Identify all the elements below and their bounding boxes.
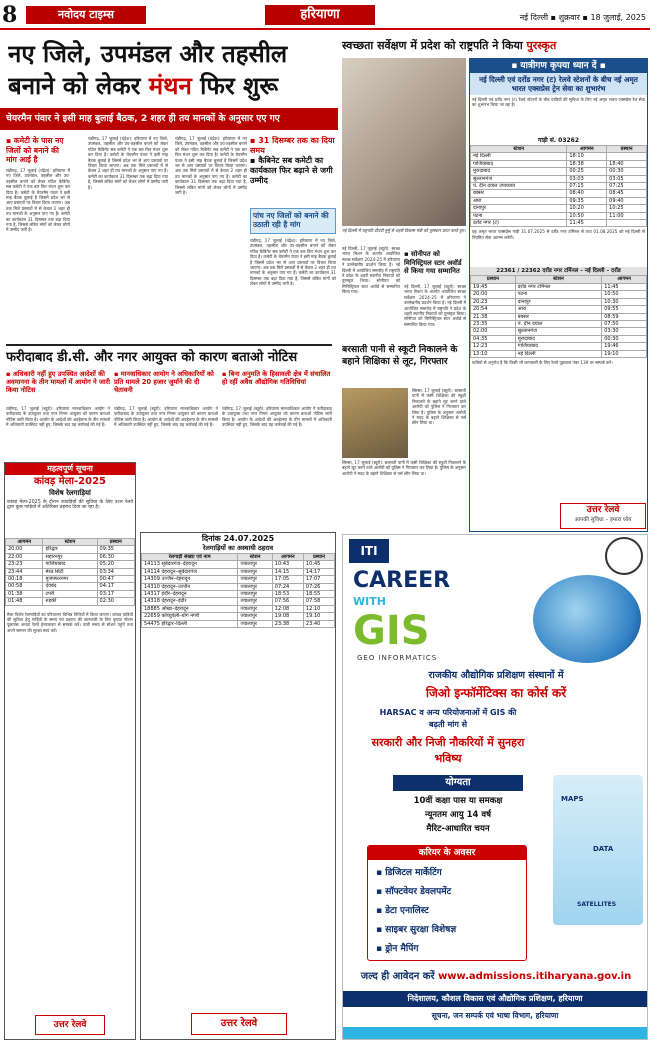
table-cell: 20:54 [471, 306, 516, 313]
rail-table1: स्टेशन आगमन प्रस्थान नई दिल्ली 18:10 गाजियाबाद 18:38 18:40 मुरादाबाद 00:25 00:30 सुल्तानगंज 03:03 03:05 पं. दीन दयाल उपाध्याय 07:15 07:25 बक्सर 08:40 08:45 आरा 09:35 09:40 दानापुर 10:20 10:25 पटना 10:50 11:00 दर्रोड नगर (ट) 11:45 [470, 145, 647, 227]
globe-icon [533, 575, 641, 663]
kanwar-notice: महत्वपूर्ण सूचना कांवड़ मेला-2025 विशेष रेलगाड़ियां कांवड़ मेला-2025 के दौरान कांवड़ियों की सुविधा के लिए उत्तर रेलवे द्वारा कुछ गाड़ियों में अतिरिक्त ठहराव दिया जा रहा है। आगमन स्टेशन प्रस्थान 20:00 हरिद्वार 09:35 22:00 सहारनपुर 06:30 23:23 गाजियाबाद 05:20 23:44 मेरठ सिटी 03:34 00:18 मुजफ्फरनगर 00:47 00:58 देवबंद 04:17 01:38 टपरी 03:17 01:48 रुड़की 02:30 मेला विशेष रेलगाड़ियों का परिचालन विभिन्न तिथियों में किया जाएगा। कांवड़ यात्रियों की सुविधा हेतु गाड़ियों के समय एवं ठहराव की जानकारी के लिए कृपया स्टेशन पूछताछ अथवा रेलवे हेल्पलाइन से सम्पर्क करें। यात्री समय से स्टेशन पहुंचें तथा अपने सामान की सुरक्षा स्वयं करें। उत्तर रेलवे [4, 462, 136, 1040]
table-cell: 14318 देहरादून–इंदौर [142, 598, 238, 605]
table-cell: 03:30 [602, 328, 647, 335]
table-header: प्रस्थान [303, 554, 334, 561]
table-cell [607, 153, 647, 160]
table-cell: सुल्तानगंज [515, 328, 601, 335]
table-row [471, 205, 647, 212]
dinank-footer-logo: उत्तर रेलवे [191, 1013, 287, 1035]
table-cell: टपरी [43, 590, 97, 597]
table-cell: 01:38 [6, 590, 43, 597]
table-row [471, 168, 647, 175]
table-cell: बक्सर [471, 190, 567, 197]
lead-body-col3: चंडीगढ़, 17 जुलाई (चंद्रेश): हरियाणा में नए जिले, उपमंडल, तहसील और उप-तहसील बनाने को लेकर गठित कैबिनेट सब कमेटी ने एक बार फिर मंथन शुरू कर दिया है। कमेटी के चेयरमैन पंवार ने इसी माह बैठक बुलाई है जिसमें प्रदेश भर से आए प्रस्तावों पर विचार किया जाएगा। अब तक मिले प्रस्तावों में से केवल 2 शहर ही तय मानकों के अनुसार पाए गए हैं। कमेटी का कार्यकाल 31 दिसम्बर तक बढ़ा दिया गया है, जिससे लंबित मांगों को लेकर लोगों में उम्मीद जगी है। [175, 136, 247, 196]
rail-title: नई दिल्ली एवं दर्रोड नगर (ट) रेलवे स्टेशनों के बीच नई अमृत भारत एक्सप्रेस ट्रेन सेवा का शुभारंभ [470, 73, 647, 95]
dateline: नई दिल्ली ▪ शुक्रवार ▪ 18 जुलाई, 2025 [519, 13, 646, 22]
table-cell: 00:30 [602, 335, 647, 342]
table-row [471, 298, 647, 305]
table-cell: 12:08 [272, 605, 303, 612]
table-cell: गाजियाबाद [471, 160, 567, 167]
barsaati-headline: बरसाती पानी से स्कूटी निकालने के बहाने शिक्षिका से लूट, गिरफ्तार [342, 344, 458, 367]
table-cell: पं. दीन दयाल उपाध्याय [471, 183, 567, 190]
table-row [471, 160, 647, 167]
table-cell: 20:00 [471, 291, 516, 298]
table-row [471, 313, 647, 320]
ad-dept2: सूचना, जन सम्पर्क एवं भाषा विभाग, हरियाणा [431, 1011, 559, 1020]
table-row [471, 175, 647, 182]
table-row [471, 291, 647, 298]
table-cell: 09:35 [567, 197, 607, 204]
table-cell: 54475 हरिद्वार–दिल्ली [142, 620, 238, 627]
table-row [471, 190, 647, 197]
table-cell: 18:38 [567, 160, 607, 167]
table-row [471, 183, 647, 190]
rail-table2: प्रस्थान स्टेशन आगमन 19:45 दर्रोड नगर टर्मिनल 11:45 20:00 पटना 10:50 20:23 दानापुर 10:30 20:54 आरा 09:55 21:38 बक्सर 08:59 23:35 पं. दीन दयाल 07:50 02:00 सुल्तानगंज 03:30 04:35 मुरादाबाद 00:30 12:23 गाजियाबाद 19:46 13:10 नई दिल्ली 19:10 [470, 275, 647, 357]
rail-table2-caption: 22361 / 22362 दर्रोड नगर टर्मिनल – नई दिल्ली – दर्रोड [470, 267, 647, 275]
swachh-body-col2: नई दिल्ली, 17 जुलाई (ब्यूरो): स्वच्छ भारत मिशन के अंतर्गत आयोजित स्वच्छ सर्वेक्षण 2024-25 में हरियाणा ने उल्लेखनीय प्रदर्शन किया है। नई दिल्ली में आयोजित समारोह में राष्ट्रपति ने प्रदेश के शहरी स्थानीय निकायों को पुरस्कृत किया। सोनीपत को मिनिस्ट्रियल स्टार अवॉर्ड से सम्मानित किया गया। [404, 284, 466, 327]
table-cell: 07:15 [567, 183, 607, 190]
table-cell: 19:10 [602, 350, 647, 357]
rail-banner: ▪ यात्रीगण कृपया ध्यान दें ▪ [470, 59, 647, 73]
lead-body-col4: चंडीगढ़, 17 जुलाई (चंद्रेश): हरियाणा में नए जिले, उपमंडल, तहसील और उप-तहसील बनाने को लेकर गठित कैबिनेट सब कमेटी ने एक बार फिर मंथन शुरू कर दिया है। कमेटी के चेयरमैन पंवार ने इसी माह बैठक बुलाई है जिसमें प्रदेश भर से आए प्रस्तावों पर विचार किया जाएगा। अब तक मिले प्रस्तावों में से केवल 2 शहर ही तय मानकों के अनुसार पाए गए हैं। कमेटी का कार्यकाल 31 दिसम्बर तक बढ़ा दिया गया है, जिससे लंबित मांगों को लेकर लोगों में उम्मीद जगी है। [250, 238, 336, 287]
table-row [471, 153, 647, 160]
table-cell: पटना [471, 212, 567, 219]
table-cell: 19:45 [471, 283, 516, 290]
table-cell: नई दिल्ली [471, 153, 567, 160]
table-cell: 10:50 [602, 291, 647, 298]
table-cell: 07:56 [272, 598, 303, 605]
table-cell: 10:25 [607, 205, 647, 212]
table-cell: 14309 उज्जैन–देहरादून [142, 576, 238, 583]
table-cell: 11:45 [567, 220, 607, 227]
table-row [142, 620, 335, 627]
table-cell: 23:23 [6, 561, 43, 568]
table-cell: ज्वालापुर [238, 613, 272, 620]
table-cell: 01:48 [6, 598, 43, 605]
table-cell: ज्वालापुर [238, 576, 272, 583]
table-cell: 03:34 [97, 568, 134, 575]
swachh-headline: स्वच्छता सर्वेक्षण में प्रदेश को राष्ट्रपति ने किया पुरस्कृत [342, 39, 557, 52]
table-cell [607, 220, 647, 227]
faridabad-kicker1: ▪ अधिकारी नहीं हुए उपस्थित आदेशों की अवमानना के तीन मामलों में आयोग ने जारी किया नोटिस [6, 370, 110, 395]
ad-line4: सरकारी और निजी नौकरियों में सुनहरा भविष्य [371, 736, 525, 765]
dinank-table [141, 553, 335, 628]
table-row [142, 605, 335, 612]
table-cell: 18:55 [303, 591, 334, 598]
emblem-icon [605, 537, 643, 575]
ad-eligibility-title: योग्यता [393, 775, 523, 791]
table-cell: 12:23 [471, 343, 516, 350]
table-cell: 17:07 [303, 576, 334, 583]
table-row [471, 197, 647, 204]
faridabad-headline: फरीदाबाद डी.सी. और नगर आयुक्त को कारण बताओ नोटिस [6, 350, 298, 365]
table-cell: मुरादाबाद [515, 335, 601, 342]
table-cell: 00:18 [6, 576, 43, 583]
faridabad-body-col3: चंडीगढ़, 17 जुलाई (ब्यूरो): हरियाणा मानवाधिकार आयोग ने फरीदाबाद के उपायुक्त तथा नगर निगम आयुक्त को कारण बताओ नोटिस जारी किया है। आयोग के आदेशों की अवहेलना के तीन मामलों में अधिकारी उपस्थित नहीं हुए, जिसके बाद यह कार्रवाई की गई है। [222, 406, 332, 428]
table-cell: दानापुर [515, 298, 601, 305]
masthead [0, 0, 650, 30]
table-cell: 22:00 [6, 553, 43, 560]
table-cell: 03:03 [567, 175, 607, 182]
ad-careers-list [368, 860, 526, 961]
table-cell: 07:58 [303, 598, 334, 605]
table-cell: 12:10 [303, 605, 334, 612]
table-cell: हरिद्वार [43, 546, 97, 553]
table-cell: 10:50 [567, 212, 607, 219]
table-cell: 18:10 [567, 153, 607, 160]
table-cell: ज्वालापुर [238, 591, 272, 598]
table-cell: 21:38 [471, 313, 516, 320]
list-item: ▪ डिजिटल मार्केटिंग [376, 868, 442, 878]
table-cell: ज्वालापुर [238, 568, 272, 575]
ad-line1: राजकीय औद्योगिक प्रशिक्षण संस्थानों में [428, 670, 564, 681]
table-cell: 10:20 [567, 205, 607, 212]
gis-advertisement [342, 534, 648, 1040]
table-row [471, 212, 647, 219]
table-cell: 09:40 [607, 197, 647, 204]
table-cell: मुरादाबाद [471, 168, 567, 175]
table-cell: 14310 देहरादून–उज्जैन [142, 583, 238, 590]
ad-age: न्यूनतम आयु 14 वर्ष [424, 810, 492, 820]
list-item: ▪ सॉफ्टवेयर डेवलपमेंट [376, 887, 452, 897]
section-label: हरियाणा [265, 5, 375, 25]
table-cell: 20:23 [471, 298, 516, 305]
table-row [6, 598, 135, 605]
table-cell: 14317 इंदौर–देहरादून [142, 591, 238, 598]
ad-footer-strip [343, 1027, 647, 1039]
rail-table1-caption: गाड़ी सं. 03262 [537, 137, 580, 144]
swachh-kicker: ▪ सोनीपत को मिनिस्ट्रियल स्टार अवॉर्ड से किया गया सम्मानित [404, 250, 462, 275]
ad-gis: GIS [353, 609, 430, 653]
ad-eligibility: 10वीं कक्षा पास या समकक्ष [413, 796, 503, 806]
table-cell: 07:50 [602, 320, 647, 327]
table-cell: 10:45 [303, 561, 334, 568]
kanwar-banner: महत्वपूर्ण सूचना [5, 463, 135, 475]
table-cell: 00:25 [567, 168, 607, 175]
table-cell: ज्वालापुर [238, 583, 272, 590]
table-cell: 19:10 [303, 613, 334, 620]
table-row [6, 568, 135, 575]
table-cell: 17:05 [272, 576, 303, 583]
faridabad-body-col1: चंडीगढ़, 17 जुलाई (ब्यूरो): हरियाणा मानवाधिकार आयोग ने फरीदाबाद के उपायुक्त तथा नगर निगम आयुक्त को कारण बताओ नोटिस जारी किया है। आयोग के आदेशों की अवहेलना के तीन मामलों में अधिकारी उपस्थित नहीं हुए, जिसके बाद यह कार्रवाई की गई है। [6, 406, 110, 428]
table-row [6, 583, 135, 590]
table-row [142, 598, 335, 605]
table-cell: दानापुर [471, 205, 567, 212]
table-cell: पं. दीन दयाल [515, 320, 601, 327]
table-cell: 00:30 [607, 168, 647, 175]
list-item: ▪ साइबर सुरक्षा विशेषज्ञ [376, 925, 457, 935]
ad-with: WITH [353, 595, 386, 608]
swachh-caption: नई दिल्ली में राष्ट्रपति द्रौपदी मुर्मू से शहरी विकास मंत्री को पुरस्कार प्राप्त करते हुए। [342, 228, 466, 233]
table-row [6, 553, 135, 560]
lead-side-kickers: ▪ 31 दिसम्बर तक का दिया समय ▪ कैबिनेट सब कमेटी का कार्यकाल फिर बढ़ाने से जगी उम्मीद [250, 136, 335, 185]
table-cell: 23:38 [272, 620, 303, 627]
ad-dept: निदेशालय, कौशल विकास एवं औद्योगिक प्रशिक्षण, हरियाणा [343, 991, 647, 1007]
table-cell: 09:35 [97, 546, 134, 553]
table-cell: 06:30 [97, 553, 134, 560]
lead-body-col2: चंडीगढ़, 17 जुलाई (चंद्रेश): हरियाणा में नए जिले, उपमंडल, तहसील और उप-तहसील बनाने को लेकर गठित कैबिनेट सब कमेटी ने एक बार फिर मंथन शुरू कर दिया है। कमेटी के चेयरमैन पंवार ने इसी माह बैठक बुलाई है जिसमें प्रदेश भर से आए प्रस्तावों पर विचार किया जाएगा। अब तक मिले प्रस्तावों में से केवल 2 शहर ही तय मानकों के अनुसार पाए गए हैं। कमेटी का कार्यकाल 31 दिसम्बर तक बढ़ा दिया गया है, जिससे लंबित मांगों को लेकर लोगों में उम्मीद जगी है। [88, 136, 168, 190]
table-cell: 00:58 [6, 583, 43, 590]
table-cell: ज्वालापुर [238, 605, 272, 612]
table-cell: 14114 देहरादून–सूबेदारगंज [142, 568, 238, 575]
brand-logo: नवोदय टाइम्स [26, 6, 146, 24]
table-cell: ज्वालापुर [238, 598, 272, 605]
ad-line2: जिओ इन्फॉर्मेटिक्स का कोर्स करें [425, 686, 567, 700]
table-cell: 07:24 [272, 583, 303, 590]
table-cell: 03:05 [607, 175, 647, 182]
table-row [471, 335, 647, 342]
table-cell: 11:45 [602, 283, 647, 290]
dinank-title: दिनांक 24.07.2025 [201, 534, 275, 543]
table-cell: 08:45 [607, 190, 647, 197]
table-row [6, 546, 135, 553]
table-cell: 18885 ओखा–देहरादून [142, 605, 238, 612]
table-row [142, 583, 335, 590]
section-rule [6, 344, 332, 346]
swachh-photo [342, 58, 466, 226]
table-header: आगमन [272, 554, 303, 561]
faridabad-kicker3: ▪ बिना अनुमति के हिसावली क्षेत्र में संचालित हो रहीं अवैध औद्योगिक गतिविधियां [222, 370, 331, 387]
table-row [142, 568, 335, 575]
table-cell: 14113 सूबेदारगंज–देहरादून [142, 561, 238, 568]
table-cell: 19:08 [272, 613, 303, 620]
kanwar-subtitle: विशेष रेलगाड़ियां [49, 489, 91, 497]
table-cell: 10:30 [602, 298, 647, 305]
rail-notice: ▪ यात्रीगण कृपया ध्यान दें ▪ नई दिल्ली एवं दर्रोड नगर (ट) रेलवे स्टेशनों के बीच नई अमृत भारत एक्सप्रेस ट्रेन सेवा का शुभारंभ नई दिल्ली एवं दर्रोड नगर (ट) रेलवे स्टेशनों के बीच यात्रियों की सुविधा के लिए नई अमृत भारत एक्सप्रेस रेल सेवा का शुभारंभ किया जा रहा है। गाड़ी सं. 03262 स्टेशन आगमन प्रस्थान नई दिल्ली 18:10 गाजियाबाद 18:38 18:40 मुरादाबाद 00:25 00:30 सुल्तानगंज 03:03 03:05 पं. दीन दयाल उपाध्याय 07:15 07:25 बक्सर 08:40 08:45 आरा 09:35 09:40 दानापुर 10:20 10:25 पटना 10:50 11:00 दर्रोड नगर (ट) 11:45 यह अमृत भारत एक्सप्रेस गाड़ी 31.07.2025 से दर्रोड नगर टर्मिनल से तथा 01.08.2025 को नई दिल्ली से नियमित सेवा आरम्भ करेगी। 22361 / 22362 दर्रोड नगर टर्मिनल – नई दिल्ली – दर्रोड प्रस्थान स्टेशन आगमन 19:45 दर्रोड नगर टर्मिनल 11:45 20:00 पटना 10:50 20:23 दानापुर 10:30 20:54 आरा 09:55 21:38 बक्सर 08:59 23:35 पं. दीन दयाल 07:50 02:00 सुल्तानगंज 03:30 04:35 मुरादाबाद 00:30 12:23 गाजियाबाद 19:46 13:10 नई दिल्ली 19:10 यात्रियों से अनुरोध है कि किसी भी जानकारी के लिए रेलवे पूछताछ नंबर 139 पर सम्पर्क करें। उत्तर रेलवे आपकी सुविधा – हमारा ध्येय [469, 58, 648, 532]
table-cell: ज्वालापुर [238, 561, 272, 568]
dinank-notice [140, 532, 336, 1040]
table-cell: 18:53 [272, 591, 303, 598]
ad-career: CAREER [353, 569, 451, 593]
table-row [471, 343, 647, 350]
table-cell: 23:40 [303, 620, 334, 627]
table-row [471, 320, 647, 327]
ad-illustration: MAPS DATA SATELLITES [553, 775, 643, 925]
table-row [471, 328, 647, 335]
table-header: स्टेशन [238, 554, 272, 561]
table-cell: गाजियाबाद [43, 561, 97, 568]
table-cell: ज्वालापुर [238, 620, 272, 627]
ad-career-box: करियर के अवसर ▪ डिजिटल मार्केटिंग ▪ सॉफ्टवेयर डेवलपमेंट ▪ डेटा एनालिस्ट ▪ साइबर सुरक्षा विशेषज्ञ ▪ ड्रोन मैपिंग [367, 845, 527, 961]
iti-logo: ITI [349, 539, 389, 563]
table-cell: देवबंद [43, 583, 97, 590]
table-cell: मुजफ्फरनगर [43, 576, 97, 583]
table-cell: 07:26 [303, 583, 334, 590]
table-cell: 00:47 [97, 576, 134, 583]
list-item: ▪ ड्रोन मैपिंग [376, 944, 419, 954]
kanwar-title: कांवड़ मेला-2025 [34, 476, 106, 487]
table-row [142, 561, 335, 568]
table-cell: बक्सर [515, 313, 601, 320]
table-cell: नई दिल्ली [515, 350, 601, 357]
faridabad-body-col2: चंडीगढ़, 17 जुलाई (ब्यूरो): हरियाणा मानवाधिकार आयोग ने फरीदाबाद के उपायुक्त तथा नगर निगम आयुक्त को कारण बताओ नोटिस जारी किया है। आयोग के आदेशों की अवहेलना के तीन मामलों में अधिकारी उपस्थित नहीं हुए, जिसके बाद यह कार्रवाई की गई है। [114, 406, 218, 428]
table-cell: पटना [515, 291, 601, 298]
table-cell: सुल्तानगंज [471, 175, 567, 182]
table-row [142, 613, 335, 620]
table-cell: 08:59 [602, 313, 647, 320]
table-cell: 14:15 [272, 568, 303, 575]
swachh-body-col1: नई दिल्ली, 17 जुलाई (ब्यूरो): स्वच्छ भारत मिशन के अंतर्गत आयोजित स्वच्छ सर्वेक्षण 2024-25 में हरियाणा ने उल्लेखनीय प्रदर्शन किया है। नई दिल्ली में आयोजित समारोह में राष्ट्रपति ने प्रदेश के शहरी स्थानीय निकायों को पुरस्कृत किया। सोनीपत को मिनिस्ट्रियल स्टार अवॉर्ड से सम्मानित किया गया। [342, 246, 400, 295]
table-cell: 05:20 [97, 561, 134, 568]
table-cell: 11:00 [607, 212, 647, 219]
lead-subhead: चेयरमैन पंवार ने इसी माह बुलाई बैठक, 2 शहर ही तय मानकों के अनुसार एए गए [0, 108, 338, 130]
table-cell: 18:40 [607, 160, 647, 167]
faridabad-kicker2: ▪ मानवाधिकार आयोग ने अधिकारियों को प्रति मामले 20 हजार जुर्माने की दी चेतावनी [114, 370, 214, 395]
lead-body-col1: चंडीगढ़, 17 जुलाई (चंद्रेश): हरियाणा में नए जिले, उपमंडल, तहसील और उप-तहसील बनाने को लेकर गठित कैबिनेट सब कमेटी ने एक बार फिर मंथन शुरू कर दिया है। कमेटी के चेयरमैन पंवार ने इसी माह बैठक बुलाई है जिसमें प्रदेश भर से आए प्रस्तावों पर विचार किया जाएगा। अब तक मिले प्रस्तावों में से केवल 2 शहर ही तय मानकों के अनुसार पाए गए हैं। कमेटी का कार्यकाल 31 दिसम्बर तक बढ़ा दिया गया है, जिससे लंबित मांगों को लेकर लोगों में उम्मीद जगी है। [6, 168, 70, 233]
table-cell: 04:17 [97, 583, 134, 590]
table-cell: 03:17 [97, 590, 134, 597]
table-row [6, 590, 135, 597]
table-cell: 22659 कोच्चुवेली–योग नगरी [142, 613, 238, 620]
ad-merit: मैरिट-आधारित चयन [426, 824, 490, 834]
table-cell: 13:10 [471, 350, 516, 357]
table-cell: दर्रोड नगर (ट) [471, 220, 567, 227]
table-cell: 14:17 [303, 568, 334, 575]
lead-kicker: ▪ कमेटी के पास नए जिलों को बनाने की मांग आई है [6, 136, 64, 164]
table-row [142, 576, 335, 583]
table-cell: 20:00 [6, 546, 43, 553]
table-row [142, 591, 335, 598]
table-cell: 10:43 [272, 561, 303, 568]
table-cell: रुड़की [43, 598, 97, 605]
table-cell: 04:35 [471, 335, 516, 342]
table-cell: 23:35 [471, 320, 516, 327]
ad-apply: जल्द ही आवेदन करें www.admissions.itiharyana.gov.in [360, 971, 632, 982]
rail-footer-logo: उत्तर रेलवे आपकी सुविधा – हमारा ध्येय [560, 503, 646, 529]
table-cell: सहारनपुर [43, 553, 97, 560]
table-row [471, 283, 647, 290]
table-row [471, 350, 647, 357]
table-cell: 08:40 [567, 190, 607, 197]
table-cell: मेरठ सिटी [43, 568, 97, 575]
table-cell: दर्रोड नगर टर्मिनल [515, 283, 601, 290]
table-cell: आरा [471, 197, 567, 204]
kanwar-table: आगमन स्टेशन प्रस्थान 20:00 हरिद्वार 09:35 22:00 सहारनपुर 06:30 23:23 गाजियाबाद 05:20 23:44 मेरठ सिटी 03:34 00:18 मुजफ्फरनगर 00:47 00:58 देवबंद 04:17 01:38 टपरी 03:17 01:48 रुड़की 02:30 [5, 538, 135, 606]
barsaati-body-col1: सिरसा, 17 जुलाई (ब्यूरो): बरसाती पानी में फंसी शिक्षिका की स्कूटी निकालने के बहाने लूट करने वाले आरोपी को पुलिस ने गिरफ्तार कर लिया है। पुलिस के अनुसार आरोपी ने मदद के बहाने शिक्षिका से पर्स छीन लिया था। [412, 388, 466, 426]
table-row [6, 561, 135, 568]
table-cell: 02:30 [97, 598, 134, 605]
kanwar-body: कांवड़ मेला-2025 के दौरान कांवड़ियों की सुविधा के लिए उत्तर रेलवे द्वारा कुछ गाड़ियों में अतिरिक्त ठहराव दिया जा रहा है। [7, 500, 133, 511]
table-cell: 23:44 [6, 568, 43, 575]
table-row [471, 220, 647, 227]
list-item: ▪ डेटा एनालिस्ट [376, 906, 429, 916]
page-number: 8 [2, 3, 26, 27]
table-cell: 02:00 [471, 328, 516, 335]
barsaati-body-col2: सिरसा, 17 जुलाई (ब्यूरो): बरसाती पानी में फंसी शिक्षिका की स्कूटी निकालने के बहाने लूट करने वाले आरोपी को पुलिस ने गिरफ्तार कर लिया है। पुलिस के अनुसार आरोपी ने मदद के बहाने शिक्षिका से पर्स छीन लिया था। [342, 460, 466, 476]
ad-line3: HARSAC व अन्य परियोजनाओं में GIS की बढ़ती मांग से [379, 708, 517, 729]
table-cell: 09:55 [602, 306, 647, 313]
dinank-subtitle: रेलगाड़ियों का अस्थायी ठहराव [202, 544, 274, 552]
lead-headline: नए जिले, उपमंडल और तहसील बनाने को लेकर मंथन फिर शुरू [8, 40, 288, 100]
table-row [471, 306, 647, 313]
table-row [6, 576, 135, 583]
table-cell: 19:46 [602, 343, 647, 350]
table-header: रेलगाड़ी संख्या एवं नाम [142, 554, 238, 561]
ad-gis-sub: GEO INFORMATICS [357, 654, 438, 662]
barsaati-photo [342, 388, 408, 458]
kanwar-footer-logo: उत्तर रेलवे [35, 1015, 105, 1035]
lead-pull-quote: पांच नए जिलों को बनाने की उठाती रही है मांग [250, 208, 336, 234]
table-cell: आरा [515, 306, 601, 313]
table-cell: गाजियाबाद [515, 343, 601, 350]
table-cell: 07:25 [607, 183, 647, 190]
